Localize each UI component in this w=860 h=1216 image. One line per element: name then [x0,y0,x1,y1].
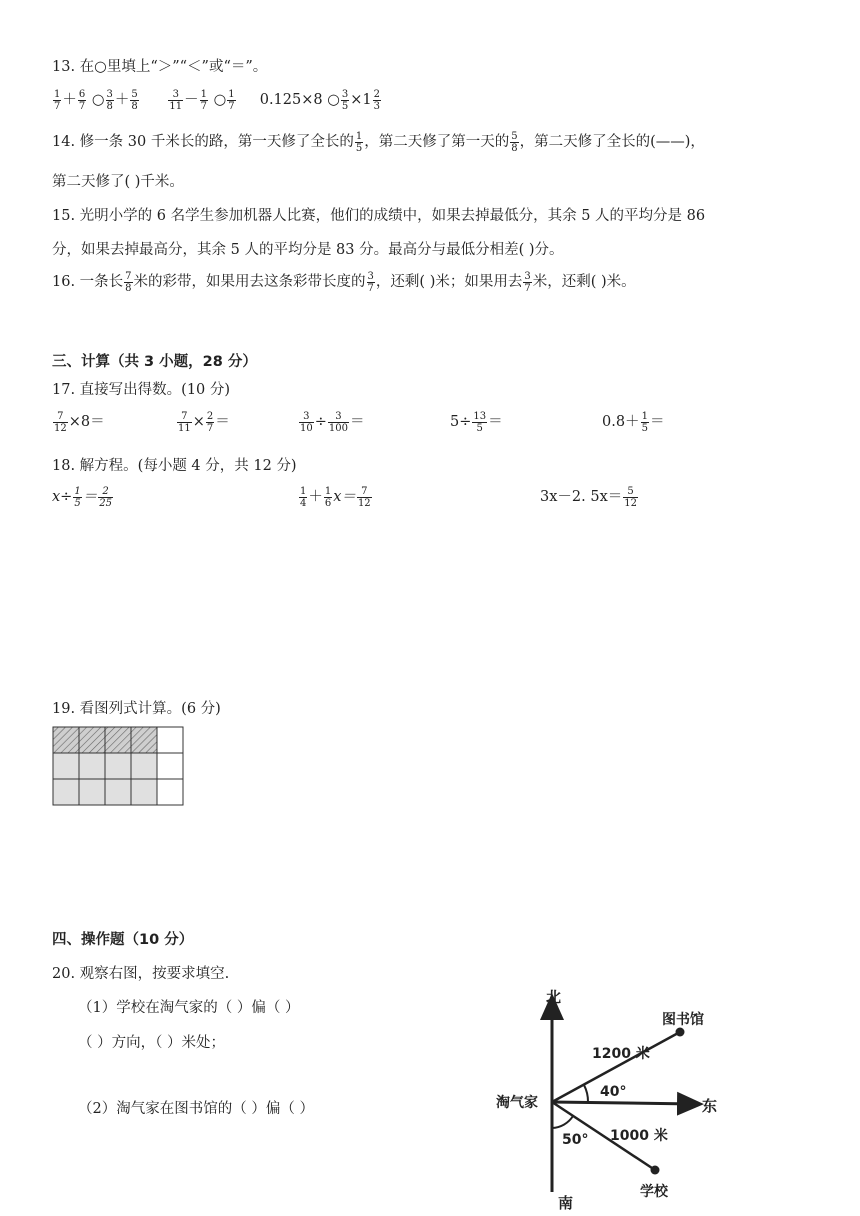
q19-grid-figure [52,726,184,808]
library-label: 图书馆 [662,1012,704,1028]
q20-line1[interactable]: （1）学校在淘气家的（ ）偏（ ） [78,1000,300,1016]
q17-item-4: 5÷ $\frac{13}{5}$ ＝ [450,410,503,434]
angle-50-label: 50° [562,1132,589,1148]
distance-school: 1000 米 [610,1128,668,1144]
east-label: 东 [702,1097,718,1115]
q20-text: 20. 观察右图，按要求填空. [52,966,230,982]
q17-text: 17. 直接写出得数。(10 分) [52,382,231,398]
q15-line1: 15. 光明小学的 6 名学生参加机器人比赛，他们的成绩中，如果去掉最低分，其余 5 人的平均分是 86 [52,208,706,224]
q15-line2[interactable]: 分，如果去掉最高分，其余 5 人的平均分是 83 分。最高分与最低分相差( )分。 [52,242,564,258]
q13-text: 13. 在○里填上“＞”“＜”或“＝”。 [52,59,268,75]
q20-line2[interactable]: （ ）方向，（ ）米处； [78,1035,225,1051]
angle-40-label: 40° [600,1084,627,1100]
q17-item-2: $\frac{7}{11}$ × $\frac{2}{7}$ ＝ [178,410,230,434]
south-label: 南 [558,1194,574,1212]
q13-items: $\frac{1}{7}$ ＋ $\frac{6}{7}$ ○ $\frac{3}{8}$ ＋ $\frac{5}{8}$ $\frac{3}{11}$ － $\frac{1}{7}$ ○ $\frac{1}{7}$ 0.125×8 ○ $\frac{3}{5}$ ×1 $\frac{2}{3}$ [54,88,380,112]
answer-blank[interactable]: ，第二天修了全长的(——)， [519,134,705,150]
angle-arc-40 [584,1085,588,1102]
q18-text: 18. 解方程。(每小题 4 分，共 12 分) [52,458,297,474]
q16-line[interactable]: 16. 一条长 $\frac{7}{8}$ 米的彩带，如果用去这条彩带长度的 $\frac{3}{7}$ ，还剩( )米；如果用去 $\frac{3}{7}$ 米，还剩( )米。 [52,270,636,294]
compare-circle[interactable]: ○ [327,92,340,108]
q19-text: 19. 看图列式计算。(6 分) [52,701,221,717]
center-label: 淘气家 [496,1095,538,1111]
distance-library: 1200 米 [592,1046,650,1062]
north-label: 北 [546,988,562,1006]
compare-circle[interactable]: ○ [91,92,105,108]
school-point [651,1166,660,1175]
q17-item-3: $\frac{3}{10}$ ÷ $\frac{3}{100}$ ＝ [300,410,365,434]
school-label: 学校 [640,1184,668,1200]
q18-eq-2: $\frac{1}{4}$ ＋ $\frac{1}{6}$ x＝ $\frac{7}{12}$ [300,485,371,509]
section4-title: 四、操作题（10 分） [52,932,194,948]
direction-map [490,982,760,1214]
q20-line3[interactable]: （2）淘气家在图书馆的（ ）偏（ ） [78,1101,314,1117]
fraction: $\frac{1}{7}$ [54,88,61,112]
section3-title: 三、计算（共 3 小题，28 分） [52,354,257,370]
q18-eq-1: x÷ $\frac{1}{5}$ ＝ $\frac{2}{25}$ [52,485,112,509]
q18-eq-3: 3x－2. 5x＝ $\frac{5}{12}$ [540,485,637,509]
library-point [676,1028,685,1037]
q14-line1: 14. 修一条 30 千米长的路，第一天修了全长的 $\frac{1}{5}$ ，第二天修了第一天的 $\frac{5}{8}$ ，第二天修了全长的(——)， [52,130,705,154]
q14-line2[interactable]: 第二天修了( )千米。 [52,174,184,190]
q17-item-5: 0.8＋ $\frac{1}{5}$ ＝ [602,410,665,434]
q17-item-1: $\frac{7}{12}$ ×8＝ [54,410,105,434]
east-axis [552,1102,695,1104]
angle-arc-50 [552,1116,573,1128]
compare-circle[interactable]: ○ [213,92,227,108]
